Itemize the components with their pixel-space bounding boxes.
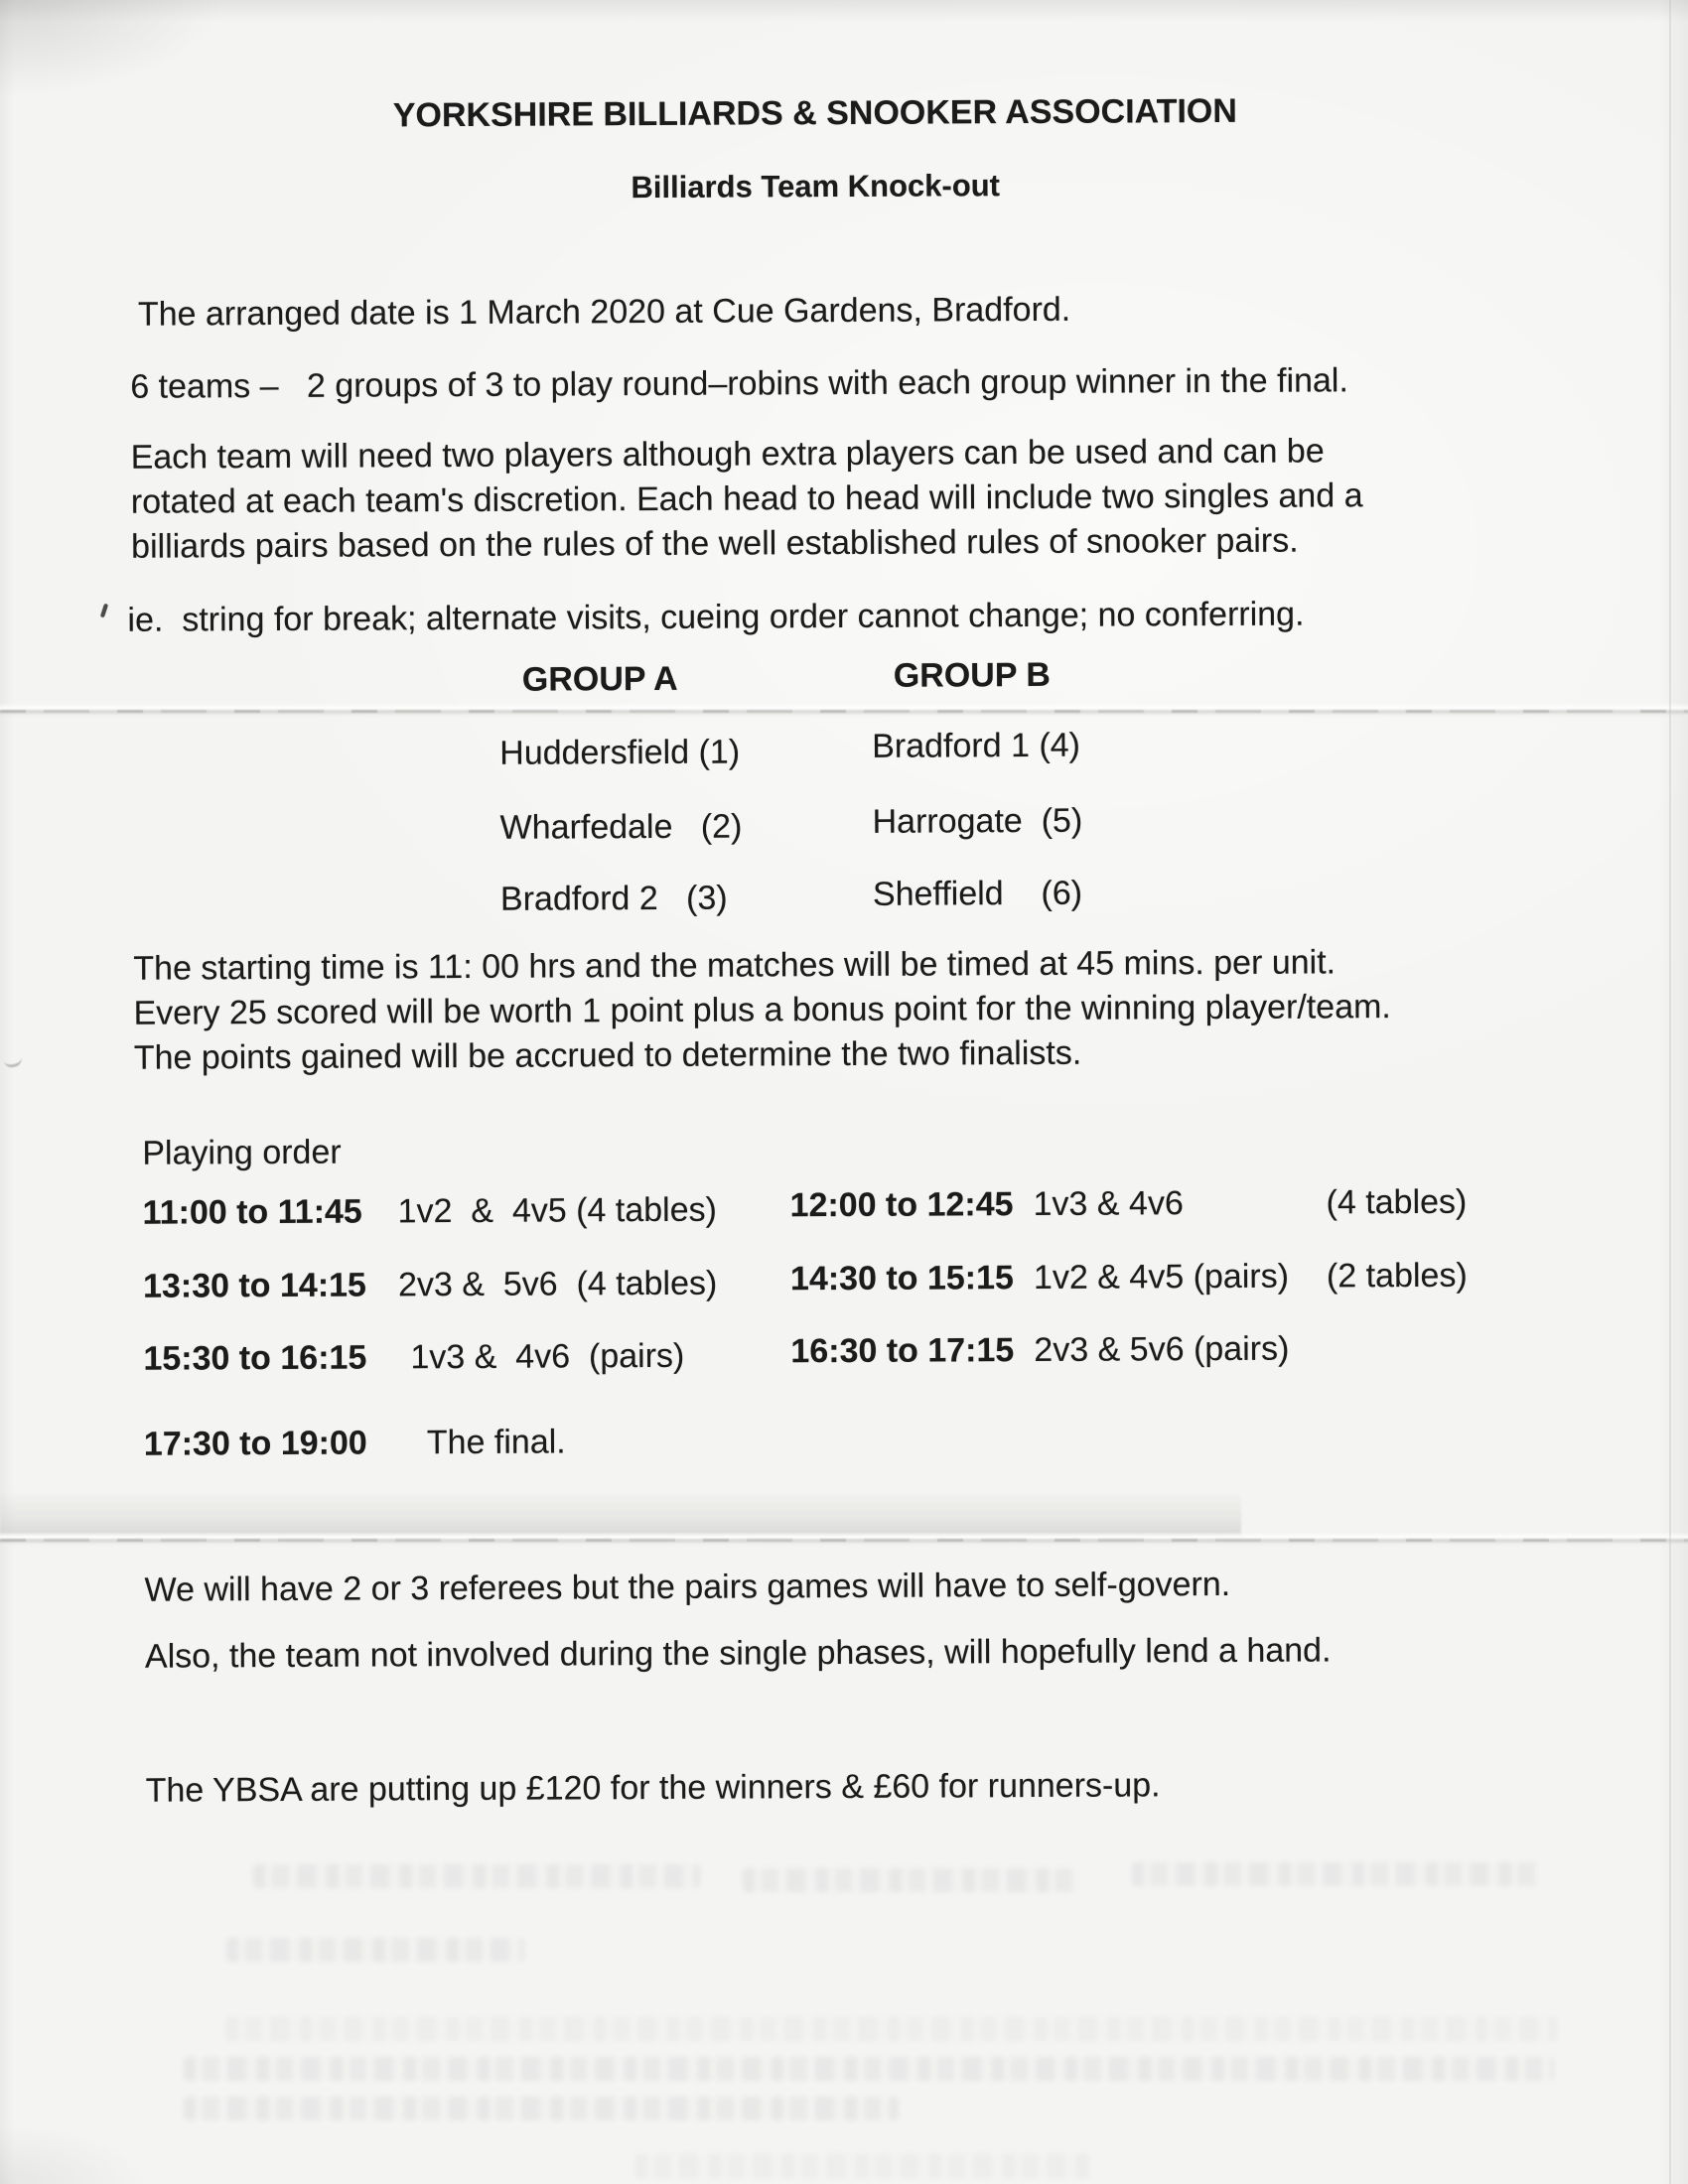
schedule-games: 2v3 & 5v6 (pairs) bbox=[1034, 1329, 1290, 1370]
schedule-time: 16:30 to 17:15 bbox=[790, 1331, 1015, 1371]
schedule-tables: (2 tables) bbox=[1326, 1256, 1468, 1296]
ink-bleed-ghost-line bbox=[1132, 1862, 1539, 1886]
group-b-team: Bradford 1 (4) bbox=[872, 726, 1081, 765]
document-title: YORKSHIRE BILLIARDS & SNOOKER ASSOCIATION bbox=[392, 91, 1237, 135]
ink-bleed-ghost-line bbox=[184, 2057, 1554, 2081]
group-b-team: Harrogate (5) bbox=[872, 801, 1083, 841]
ink-bleed-ghost-line bbox=[635, 2154, 1092, 2178]
schedule-time: 13:30 to 14:15 bbox=[142, 1266, 367, 1305]
schedule-time: 11:00 to 11:45 bbox=[142, 1192, 362, 1232]
ink-bleed-ghost-line bbox=[226, 2017, 1557, 2041]
timing-line-2: Every 25 scored will be worth 1 point plus a bonus point for the winning player/team. bbox=[133, 988, 1391, 1032]
schedule-time: 14:30 to 15:15 bbox=[789, 1259, 1014, 1298]
helpers-note: Also, the team not involved during the single phases, will hopefully lend a hand. bbox=[144, 1631, 1332, 1676]
group-b-header: GROUP B bbox=[893, 655, 1051, 695]
schedule-games: 1v2 & 4v5 (4 tables) bbox=[397, 1190, 718, 1231]
timing-line-3: The points gained will be accrued to determine the two finalists. bbox=[133, 1033, 1082, 1077]
team-rules-line-2: rotated at each team's discretion. Each head to head will include two singles and a bbox=[130, 477, 1363, 521]
document-subtitle: Billiards Team Knock-out bbox=[631, 168, 1001, 205]
team-rules-line-1: Each team will need two players although extra players can be used and can be bbox=[130, 432, 1325, 477]
teams-format-line: 6 teams – 2 groups of 3 to play round–robins with each group winner in the final. bbox=[130, 361, 1348, 406]
ink-bleed-ghost-line bbox=[743, 1868, 1080, 1892]
group-a-team: Wharfedale (2) bbox=[499, 807, 743, 847]
schedule-games: 2v3 & 5v6 (4 tables) bbox=[397, 1264, 718, 1304]
prize-note: The YBSA are putting up £120 for the winners & £60 for runners-up. bbox=[145, 1766, 1161, 1810]
playing-order-heading: Playing order bbox=[142, 1133, 342, 1172]
ink-bleed-ghost-line bbox=[253, 1864, 700, 1888]
group-b-team: Sheffield (6) bbox=[872, 874, 1083, 913]
schedule-time: 17:30 to 19:00 bbox=[143, 1424, 367, 1463]
team-rules-line-3: billiards pairs based on the rules of the well established rules of snooker pairs. bbox=[131, 521, 1299, 566]
schedule-games: 1v2 & 4v5 (pairs) bbox=[1033, 1257, 1290, 1297]
schedule-games: The final. bbox=[426, 1423, 566, 1462]
schedule-tables: (4 tables) bbox=[1326, 1182, 1468, 1222]
fold-crease-bottom bbox=[0, 1532, 1688, 1548]
schedule-games: 1v3 & 4v6 bbox=[1033, 1184, 1184, 1224]
ink-bleed-ghost-line bbox=[226, 1938, 524, 1962]
group-a-header: GROUP A bbox=[521, 659, 678, 699]
paper-edge-line bbox=[1669, 0, 1671, 2184]
group-a-team: Bradford 2 (3) bbox=[499, 879, 728, 918]
arranged-date-line: The arranged date is 1 March 2020 at Cue Gardens, Bradford. bbox=[137, 290, 1071, 334]
schedule-time: 12:00 to 12:45 bbox=[789, 1185, 1014, 1225]
ink-bleed-ghost-line bbox=[184, 2097, 899, 2120]
schedule-games: 1v3 & 4v6 (pairs) bbox=[410, 1336, 685, 1377]
break-rules-line: ie. string for break; alternate visits, cueing order cannot change; no conferring. bbox=[127, 595, 1305, 639]
fold-shadow-band bbox=[0, 1491, 1241, 1537]
referees-note: We will have 2 or 3 referees but the pairs games will have to self-govern. bbox=[144, 1565, 1231, 1609]
timing-line-1: The starting time is 11: 00 hrs and the matches will be timed at 45 mins. per unit. bbox=[133, 943, 1336, 988]
schedule-time: 15:30 to 16:15 bbox=[143, 1338, 367, 1378]
fold-crease-top bbox=[0, 703, 1688, 719]
group-a-team: Huddersfield (1) bbox=[499, 733, 741, 772]
